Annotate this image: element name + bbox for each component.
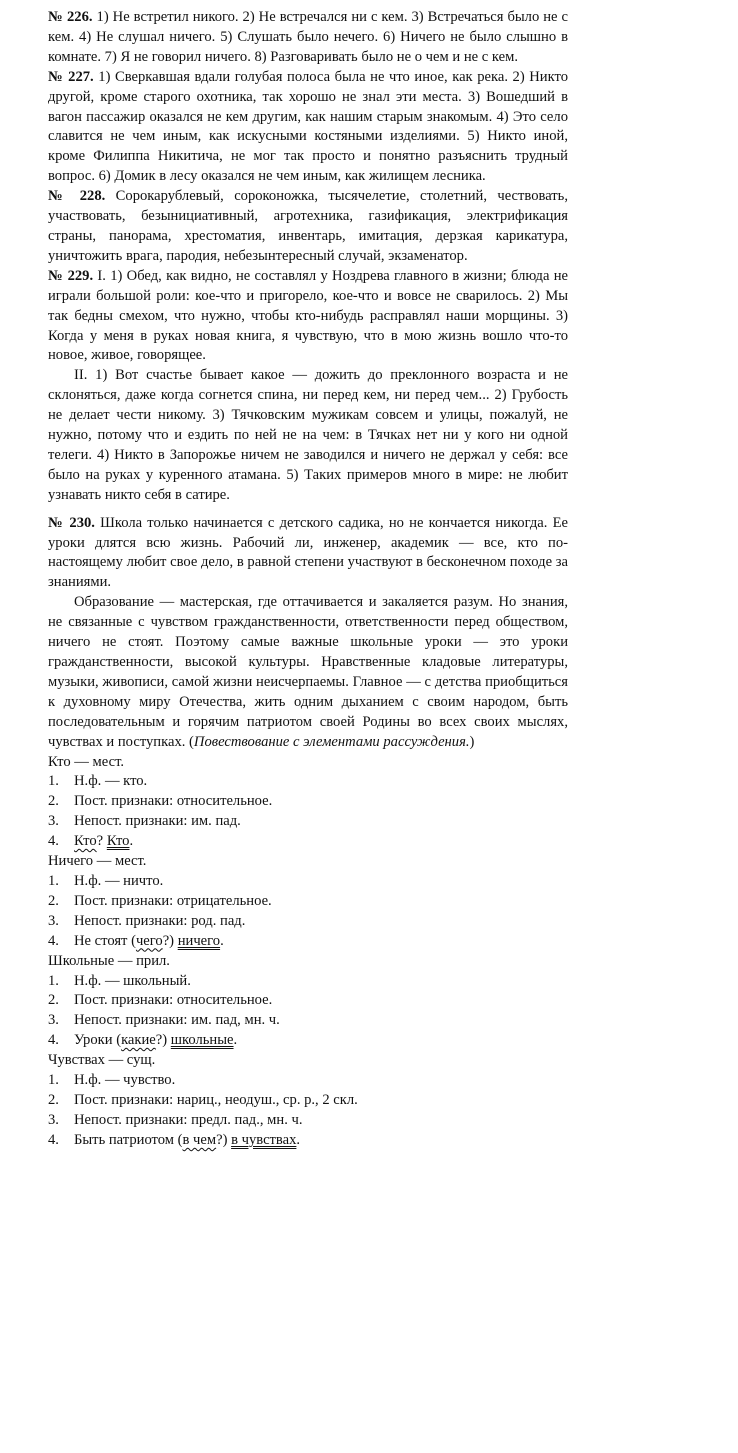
item-number: 3. <box>48 1012 59 1029</box>
analysis-heading: Школьные — прил. <box>48 952 170 969</box>
analysis-item <box>48 1031 568 1051</box>
answer-word: школьные <box>170 1032 234 1049</box>
item-tail: . <box>296 1131 301 1148</box>
item-number: 3. <box>48 912 59 929</box>
item-text: Пост. признаки: относительное. <box>74 992 273 1009</box>
analysis-item <box>48 772 568 792</box>
analysis-block <box>48 952 568 1052</box>
analysis-block <box>48 753 568 853</box>
item-text: Н.ф. — чувство. <box>74 1072 176 1089</box>
exercise-number: № 230. <box>48 514 95 531</box>
exercise-text: 1) Сверкавшая вдали голубая полоса была не что иное, как река. 2) Никто другой, кроме старого охотника, так хорошо не знал эти места. 3) Вошедший в вагон пассажир оказался не кем другим, как нашим старым знакомым. 4) Это село славится не чем иным, как искусными костяными изделиями. 5) Никто иной, кроме Филиппа Никитича, не мог так просто и понятно разъяснить трудный вопрос. 6) Домик в лесу оказался не чем иным, как жилищем лесника. <box>48 68 568 185</box>
item-number: 1. <box>48 773 59 790</box>
question-word: в чем <box>182 1131 217 1148</box>
question-word: чего <box>135 932 163 949</box>
exercise-228 <box>48 187 568 267</box>
item-text: Непост. признаки: им. пад. <box>74 813 241 830</box>
question-mark: ? <box>96 833 107 850</box>
item-tail: . <box>220 932 224 949</box>
item-text: Непост. признаки: род. пад. <box>74 912 246 929</box>
item-number: 4. <box>48 833 59 850</box>
exercise-text: Образование — мастерская, где оттачивается и закаляется разум. Но знания, не связанные с чувством гражданственности, ответственности перед обществом, ничего не стоят. Поэтому самые важные школьные уроки — это уроки гражданственности, высокой культуры. Нравственные кладовые литературы, музыки, живописи, самой жизни неисчерпаемы. Главное — с детства приобщиться к духовному миру Отечества, жить одним дыханием с своим народом, быть последовательным и горячим патриотом своей Родины во всех своих мыслях, чувствах и поступках. ( <box>48 594 568 750</box>
item-number: 4. <box>48 1131 59 1148</box>
text-type-note: Повествование с элементами рассуждения. <box>193 733 470 750</box>
exercise-number: № 228. <box>48 188 106 205</box>
question-mark: ?) <box>162 932 178 949</box>
item-number: 4. <box>48 1032 59 1049</box>
analysis-item <box>48 972 568 992</box>
analysis-block <box>48 1051 568 1151</box>
question-word: Кто <box>74 833 97 850</box>
exercise-text: 1) Не встретил никого. 2) Не встречался ни с кем. 3) Встречаться было не с кем. 4) Не слушал ничего. 5) Слушать было нечего. 6) Ничего не было слышно в комнате. 7) Я не говорил ничего. 8) Разговаривать было не о чем и не с кем. <box>48 9 568 65</box>
answer-word: в чувствах <box>231 1131 297 1148</box>
exercise-number: № 226. <box>48 9 93 25</box>
analysis-item <box>48 1091 568 1111</box>
item-text: Пост. признаки: относительное. <box>74 793 273 810</box>
analysis-item <box>48 932 568 952</box>
analysis-heading: Кто — мест. <box>48 753 125 770</box>
analysis-item <box>48 991 568 1011</box>
analysis-heading: Чувствах — сущ. <box>48 1052 156 1069</box>
textbook-page <box>48 8 568 1151</box>
exercise-229-part-2 <box>48 366 568 505</box>
item-number: 1. <box>48 872 59 889</box>
analysis-item <box>48 1131 568 1151</box>
question-mark: ?) <box>155 1032 171 1049</box>
item-text: Н.ф. — ничто. <box>74 872 164 889</box>
closing-paren: ) <box>469 733 475 750</box>
item-number: 1. <box>48 972 59 989</box>
exercise-number: № 229. <box>48 267 94 284</box>
item-number: 3. <box>48 1111 59 1128</box>
item-text: Н.ф. — кто. <box>74 773 148 790</box>
question-word: какие <box>121 1032 156 1049</box>
analysis-item <box>48 1111 568 1131</box>
answer-word: Кто <box>106 833 130 850</box>
item-pre: Не стоят ( <box>74 932 136 949</box>
exercise-text: Школа только начинается с детского садика, но не кончается никогда. Ее уроки длятся всю жизнь. Рабочий ли, инженер, академик — все, кто по-настоящему любит свое дело, в равной степени участвуют в бесконечном походе за знаниями. <box>48 514 568 591</box>
exercise-230-paragraph-2 <box>48 593 568 752</box>
analysis-item <box>48 1011 568 1031</box>
item-text: Пост. признаки: отрицательное. <box>74 892 272 909</box>
answer-word: ничего <box>177 932 221 949</box>
exercise-text: II. 1) Вот счастье бывает какое — дожить до преклонного возраста и не склоняться, даже когда согнется спина, ни перед кем, ни перед чем... 2) Грубость не делает чести никому. 3) Тячковским мужикам совсем и улицы, пожалуй, не нужно, потому что и ездить по ней не на чем: в Тячках нет ни у кого ни одной телеги. 4) Никто в Запорожье ничем не заводился и ничего не держал у себя: все было на руках у куренного атамана. 5) Таких примеров много в мире: не любит узнавать никто себя в сатире. <box>48 367 568 503</box>
item-number: 2. <box>48 892 59 909</box>
item-tail: . <box>129 833 134 850</box>
item-tail: . <box>233 1032 238 1049</box>
item-pre: Быть патриотом ( <box>74 1131 183 1148</box>
item-text: Непост. признаки: предл. пад., мн. ч. <box>74 1111 303 1128</box>
analysis-item <box>48 812 568 832</box>
exercise-226 <box>48 8 568 68</box>
analysis-item <box>48 1071 568 1091</box>
item-number: 4. <box>48 932 59 949</box>
item-number: 2. <box>48 793 59 810</box>
exercise-227 <box>48 68 568 187</box>
analysis-item <box>48 872 568 892</box>
item-text: Н.ф. — школьный. <box>74 972 191 989</box>
item-number: 2. <box>48 1091 59 1108</box>
item-number: 3. <box>48 813 59 830</box>
analysis-item <box>48 792 568 812</box>
item-text: Непост. признаки: им. пад, мн. ч. <box>74 1012 280 1029</box>
item-number: 1. <box>48 1072 59 1089</box>
item-text: Пост. признаки: нариц., неодуш., ср. р., 2 скл. <box>74 1091 358 1108</box>
analysis-item <box>48 912 568 932</box>
exercise-number: № 227. <box>48 68 94 85</box>
exercise-229-part-1 <box>48 267 568 367</box>
analysis-item <box>48 892 568 912</box>
analysis-item <box>48 832 568 852</box>
exercise-text: I. 1) Обед, как видно, не составлял у Ноздрева главного в жизни; блюда не играли большой роли: кое-что и пригорело, кое-что и вовсе не сварилось. 2) Мы так бедны смехом, что нужно, чтобы кто-нибудь расправлял наши морщины. 3) Когда у меня в руках новая книга, я чувствую, что в мою жизнь вошло что-то новое, живое, говорящее. <box>48 267 569 364</box>
analysis-heading: Ничего — мест. <box>48 853 147 870</box>
analysis-block <box>48 852 568 952</box>
exercise-230-paragraph-1 <box>48 514 568 594</box>
morphological-analysis <box>48 753 568 1151</box>
exercise-text: Сорокарублевый, сороконожка, тысячелетие, столетний, чествовать, участвовать, безынициативный, агротехника, газификация, электрификация страны, панорама, хрестоматия, инвентарь, имитация, дерзкая карикатура, уничтожить врага, пародия, небезынтересный случай, экзаменатор. <box>48 188 568 264</box>
question-mark: ?) <box>216 1131 232 1148</box>
item-number: 2. <box>48 992 59 1009</box>
item-pre: Уроки ( <box>74 1032 122 1049</box>
